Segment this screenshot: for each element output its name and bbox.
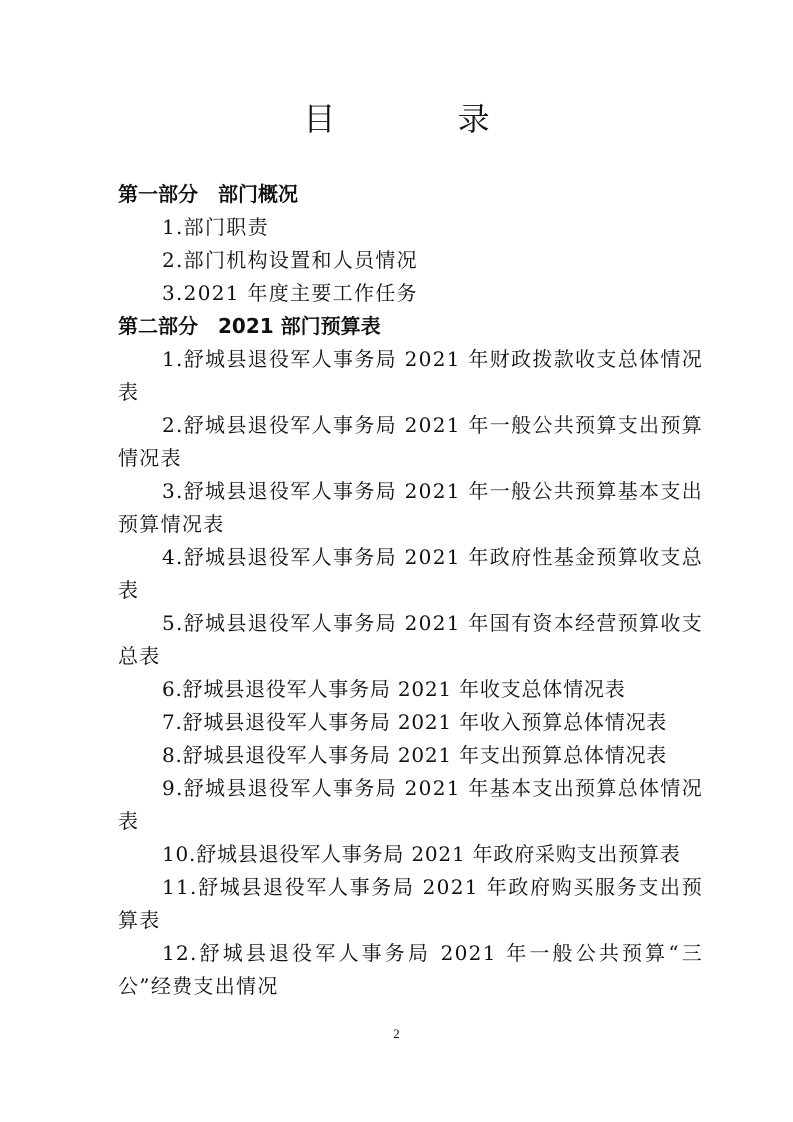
toc-item: 2.舒城县退役军人事务局 2021 年一般公共预算支出预算情况表 bbox=[118, 413, 703, 470]
toc-item: 5.舒城县退役军人事务局 2021 年国有资本经营预算收支总表 bbox=[118, 611, 703, 668]
part-two-heading: 第二部分 2021 部门预算表 bbox=[118, 314, 381, 338]
toc-item: 2.部门机构设置和人员情况 bbox=[162, 248, 418, 272]
toc-item: 9.舒城县退役军人事务局 2021 年基本支出预算总体情况表 bbox=[118, 776, 703, 833]
part-one-heading: 第一部分 部门概况 bbox=[118, 182, 298, 206]
toc-item: 10.舒城县退役军人事务局 2021 年政府采购支出预算表 bbox=[162, 842, 681, 866]
page-title: 目 录 bbox=[303, 100, 546, 138]
toc-item: 3.2021 年度主要工作任务 bbox=[162, 281, 418, 305]
toc-item: 12.舒城县退役军人事务局 2021 年一般公共预算“三公”经费支出情况 bbox=[118, 941, 703, 998]
table-of-contents bbox=[118, 178, 703, 1003]
toc-item: 11.舒城县退役军人事务局 2021 年政府购买服务支出预算表 bbox=[118, 875, 703, 932]
page-number: 2 bbox=[393, 1026, 400, 1041]
toc-item: 3.舒城县退役军人事务局 2021 年一般公共预算基本支出预算情况表 bbox=[118, 479, 703, 536]
toc-item: 1.部门职责 bbox=[162, 215, 269, 239]
toc-item: 6.舒城县退役军人事务局 2021 年收支总体情况表 bbox=[162, 677, 626, 701]
toc-item: 4.舒城县退役军人事务局 2021 年政府性基金预算收支总表 bbox=[118, 545, 703, 602]
toc-item: 8.舒城县退役军人事务局 2021 年支出预算总体情况表 bbox=[162, 743, 668, 767]
toc-item: 1.舒城县退役军人事务局 2021 年财政拨款收支总体情况表 bbox=[118, 347, 703, 404]
toc-item: 7.舒城县退役军人事务局 2021 年收入预算总体情况表 bbox=[162, 710, 668, 734]
